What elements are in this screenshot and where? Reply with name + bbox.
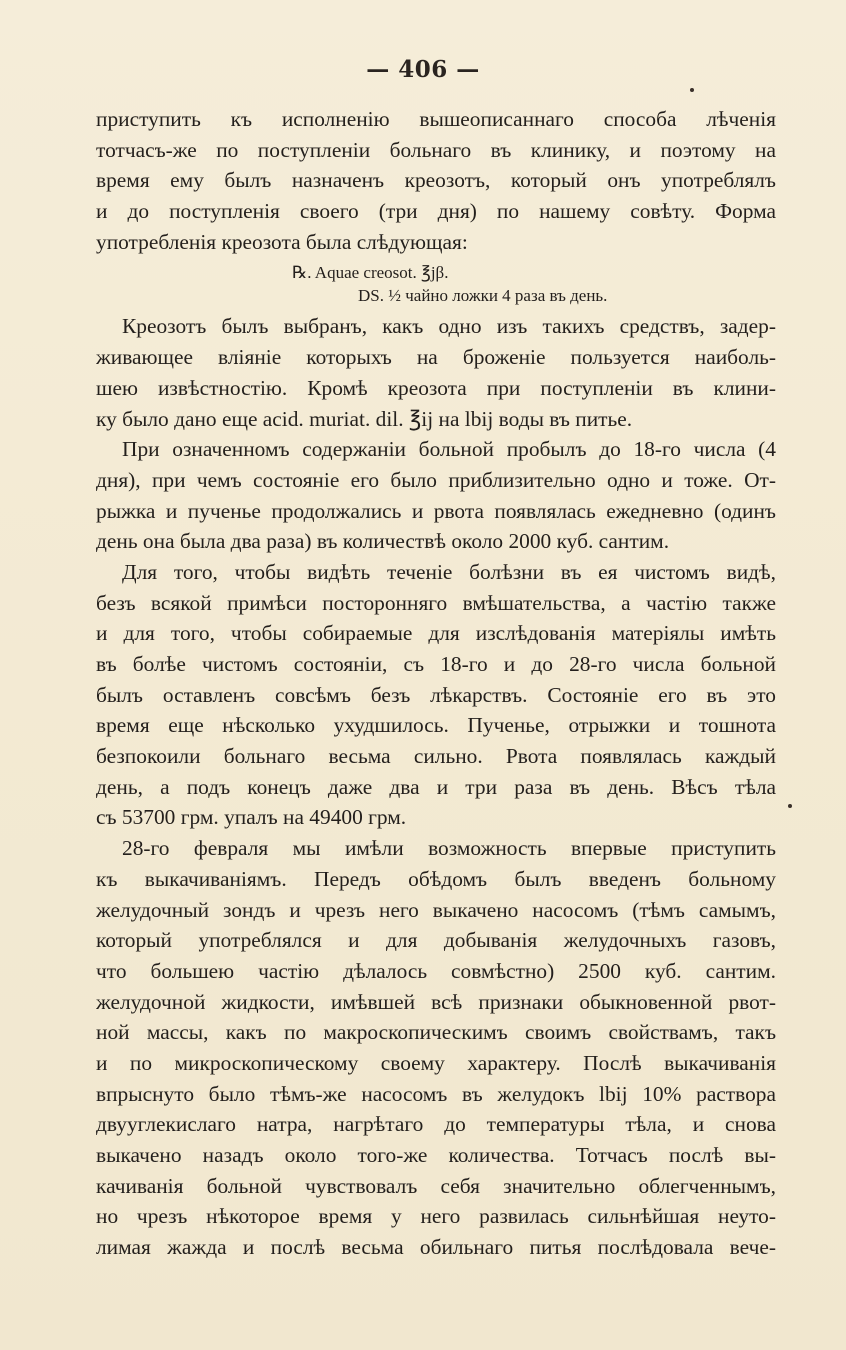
prescription-line-2: DS. ½ чайно ложки 4 раза въ день. bbox=[358, 286, 608, 306]
text-line: ку было дано еще acid. muriat. dil. ℥ij на lbij воды въ питье. bbox=[96, 406, 633, 431]
text-line: рыжка и пученье продолжались и рвота появлялась ежедневно (одинъ bbox=[96, 498, 776, 523]
text-line: Креозотъ былъ выбранъ, какъ одно изъ такихъ средствъ, задер- bbox=[122, 314, 776, 339]
text-line: живающее вліяніе которыхъ на броженіе пользуется наиболь- bbox=[96, 345, 776, 370]
text-line: безъ всякой примѣси посторонняго вмѣшательства, а частію также bbox=[96, 590, 776, 615]
text-line: шею извѣстностію. Кромѣ креозота при поступленіи въ клини- bbox=[96, 375, 776, 400]
text-line: и для того, чтобы собираемые для изслѣдованія матеріялы имѣть bbox=[96, 621, 776, 646]
text-line: тотчасъ-же по поступленіи больнаго въ клинику, и поэтому на bbox=[96, 137, 776, 162]
text-line: При означенномъ содержаніи больной пробылъ до 18-го числа (4 bbox=[122, 437, 776, 462]
page-number: — 406 — bbox=[366, 56, 480, 83]
text-line: безпокоили больнаго весьма сильно. Рвота появлялась каждый bbox=[96, 744, 776, 769]
text-line: дня), при чемъ состояніе его было приблизительно одно и тоже. От- bbox=[96, 467, 776, 492]
text-line: къ выкачиваніямъ. Передъ обѣдомъ былъ введенъ больному bbox=[96, 866, 776, 891]
text-line: приступить къ исполненію вышеописаннаго способа лѣченія bbox=[96, 107, 776, 131]
text-line: время ему былъ назначенъ креозотъ, который онъ употреблялъ bbox=[96, 168, 776, 193]
text-line: 28-го февраля мы имѣли возможность впервые приступить bbox=[122, 836, 776, 861]
text-line: въ болѣе чистомъ состояніи, съ 18-го и до 28-го числа больной bbox=[96, 652, 776, 676]
text-line: и по микроскопическому своему характеру. Послѣ выкачиванія bbox=[96, 1050, 776, 1075]
text-line: но чрезъ нѣкоторое время у него развилась сильнѣйшая неуто- bbox=[96, 1204, 776, 1229]
ink-speck bbox=[690, 88, 694, 92]
text-line: ной массы, какъ по макроскопическимъ своимъ свойствамъ, такъ bbox=[96, 1020, 776, 1045]
text-line: двууглекислаго натра, нагрѣтаго до температуры тѣла, и снова bbox=[96, 1112, 776, 1137]
prescription-line-1: ℞. Aquae creosot. ℥jβ. bbox=[292, 263, 449, 283]
text-line: и до поступленія своего (три дня) по нашему совѣту. Форма bbox=[96, 199, 776, 224]
text-line: день она была два раза) въ количествѣ около 2000 куб. сантим. bbox=[96, 529, 670, 554]
text-line: время еще нѣсколько ухудшилось. Пученье, отрыжки и тошнота bbox=[96, 713, 776, 738]
text-line: выкачено назадъ около того-же количества. Тотчасъ послѣ вы- bbox=[96, 1143, 776, 1167]
text-line: желудочный зондъ и чрезъ него выкачено насосомъ (тѣмъ самымъ, bbox=[96, 897, 776, 922]
text-line: качиванія больной чувствовалъ себя значительно облегченнымъ, bbox=[96, 1173, 776, 1198]
text-line: лимая жажда и послѣ весьма обильнаго питья послѣдовала вече- bbox=[96, 1235, 776, 1260]
text-line: былъ оставленъ совсѣмъ безъ лѣкарствъ. Состояніе его въ это bbox=[96, 682, 776, 707]
text-line: съ 53700 грм. упалъ на 49400 грм. bbox=[96, 805, 407, 830]
text-line: употребленія креозота была слѣдующая: bbox=[96, 229, 468, 254]
text-line: день, а подъ конецъ даже два и три раза въ день. Вѣсъ тѣла bbox=[96, 774, 776, 799]
text-line: который употреблялся и для добыванія желудочныхъ газовъ, bbox=[96, 928, 776, 953]
text-line: Для того, чтобы видѣть теченіе болѣзни въ ея чистомъ видѣ, bbox=[122, 559, 776, 584]
ink-speck bbox=[788, 804, 792, 808]
text-line: впрыснуто было тѣмъ-же насосомъ въ желудокъ lbij 10% раствора bbox=[96, 1081, 776, 1106]
body-text bbox=[96, 104, 776, 1263]
text-line: желудочной жидкости, имѣвшей всѣ признаки обыкновенной рвот- bbox=[96, 989, 776, 1014]
text-line: что большею частію дѣлалось совмѣстно) 2500 куб. сантим. bbox=[96, 958, 776, 983]
